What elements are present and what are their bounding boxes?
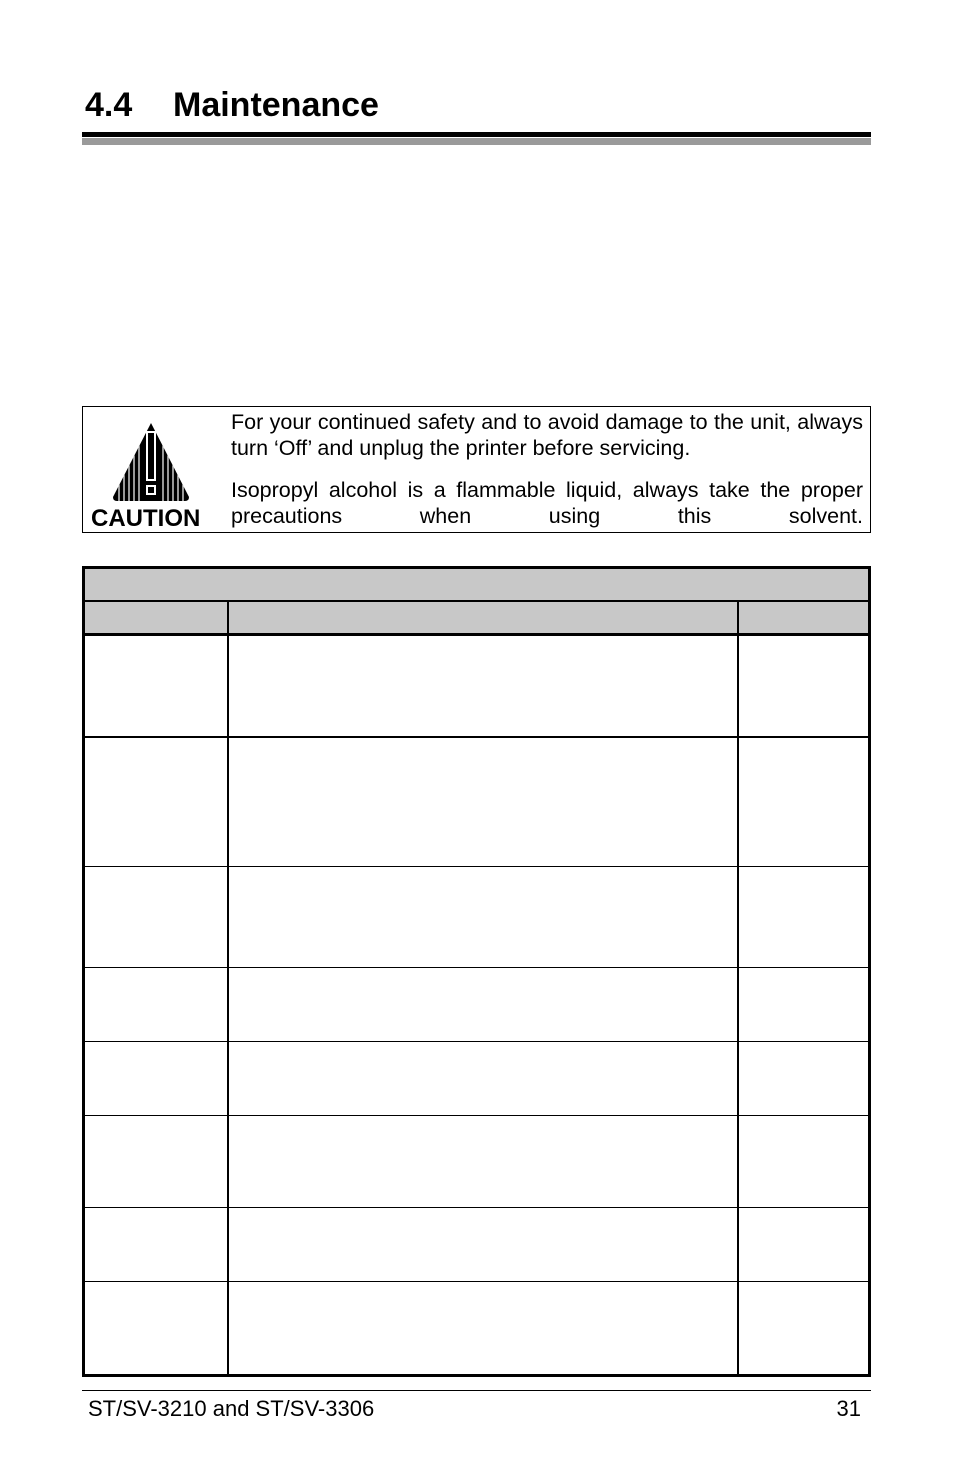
table-row-divider bbox=[85, 1041, 868, 1042]
heading-shadow-rule bbox=[82, 138, 871, 145]
section-heading bbox=[85, 86, 379, 125]
table-row-divider bbox=[85, 736, 868, 738]
table-row-divider bbox=[85, 1207, 868, 1208]
caution-paragraph-alcohol: Isopropyl alcohol is a flammable liquid, always take the proper precautions when using this solvent. bbox=[231, 478, 863, 528]
footer-model: ST/SV-3210 and ST/SV-3306 bbox=[88, 1396, 375, 1421]
table-row-divider bbox=[85, 1115, 868, 1116]
table-header-divider bbox=[85, 633, 868, 636]
table-row-divider bbox=[85, 967, 868, 968]
maintenance-schedule-table bbox=[82, 566, 871, 1377]
heading-rule bbox=[82, 132, 871, 137]
footer-rule bbox=[82, 1390, 871, 1391]
caution-triangle-icon bbox=[109, 421, 193, 505]
caution-text bbox=[231, 409, 863, 529]
table-row-divider bbox=[85, 866, 868, 867]
table-column-divider bbox=[737, 602, 739, 1377]
section-number: 4.4 bbox=[85, 86, 133, 124]
section-title: Maintenance bbox=[173, 86, 379, 124]
table-row-divider bbox=[85, 1281, 868, 1282]
table-header-row bbox=[85, 602, 868, 633]
table-column-divider bbox=[227, 602, 229, 1377]
table-title-row bbox=[85, 569, 868, 602]
page-number: 31 bbox=[836, 1396, 861, 1421]
caution-box bbox=[82, 406, 871, 533]
caution-paragraph-power: For your continued safety and to avoid damage to the unit, always turn ‘Off’ and unplug the printer before servicing. bbox=[231, 410, 863, 460]
caution-label: CAUTION bbox=[91, 505, 201, 532]
